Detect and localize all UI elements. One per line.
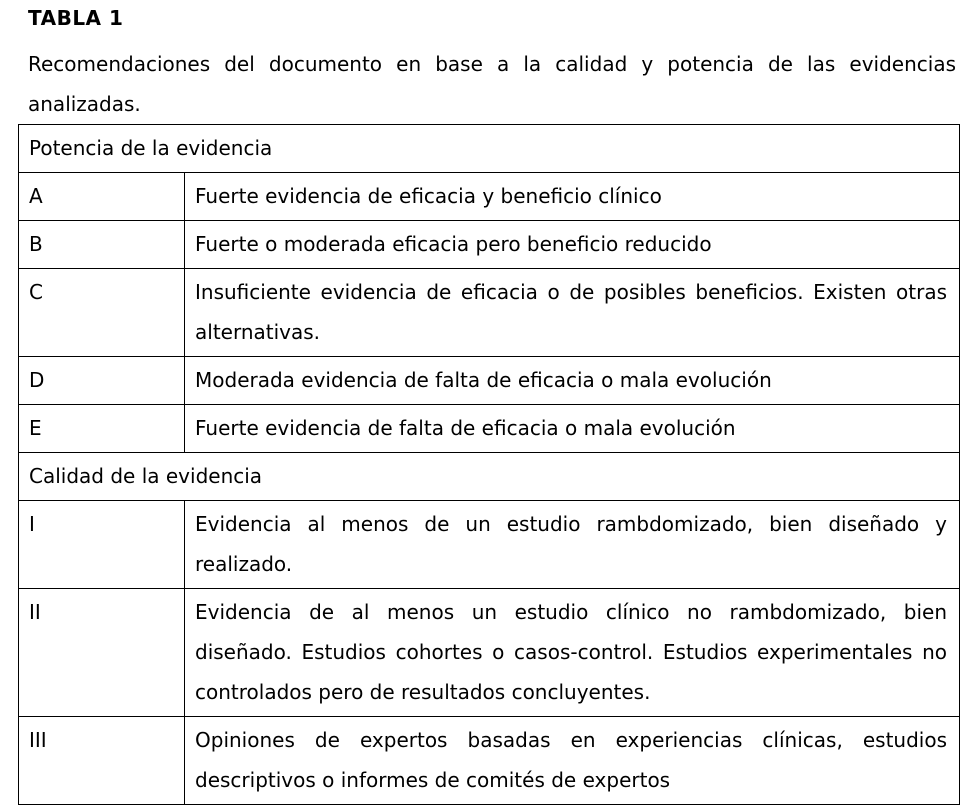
table-row [19,405,960,453]
table-caption: Recomendaciones del documento en base a la calidad y potencia de las evidencias analizadas. [28,52,956,116]
row-description: Evidencia de al menos un estudio clínico no rambdomizado, bien diseñado. Estudios cohortes o casos-control. Estudios experimentales no controlados pero de resultados concluyentes. [185,589,960,717]
row-description: Opiniones de expertos basadas en experiencias clínicas, estudios descriptivos o informes de comités de expertos [185,717,960,805]
row-code: A [19,173,185,221]
table-row [19,357,960,405]
row-code: B [19,221,185,269]
table-row [19,589,960,717]
row-code: III [19,717,185,805]
section-heading: Calidad de la evidencia [19,453,960,501]
row-code: C [19,269,185,357]
row-description: Moderada evidencia de falta de eficacia o mala evolución [185,357,960,405]
section-heading-row [19,125,960,173]
row-description: Insuficiente evidencia de eficacia o de posibles beneficios. Existen otras alternativas. [185,269,960,357]
table-row [19,269,960,357]
table-row [19,501,960,589]
section-heading: Potencia de la evidencia [19,125,960,173]
row-description: Fuerte evidencia de eficacia y beneficio clínico [185,173,960,221]
row-description: Evidencia al menos de un estudio rambdomizado, bien diseñado y realizado. [185,501,960,589]
row-description: Fuerte evidencia de falta de eficacia o mala evolución [185,405,960,453]
table-row [19,173,960,221]
document-title: TABLA 1 [28,6,124,30]
row-code: D [19,357,185,405]
table-row [19,221,960,269]
row-description: Fuerte o moderada eficacia pero beneficio reducido [185,221,960,269]
table-row [19,717,960,805]
row-code: I [19,501,185,589]
row-code: II [19,589,185,717]
row-code: E [19,405,185,453]
section-heading-row [19,453,960,501]
evidence-table [18,124,960,805]
